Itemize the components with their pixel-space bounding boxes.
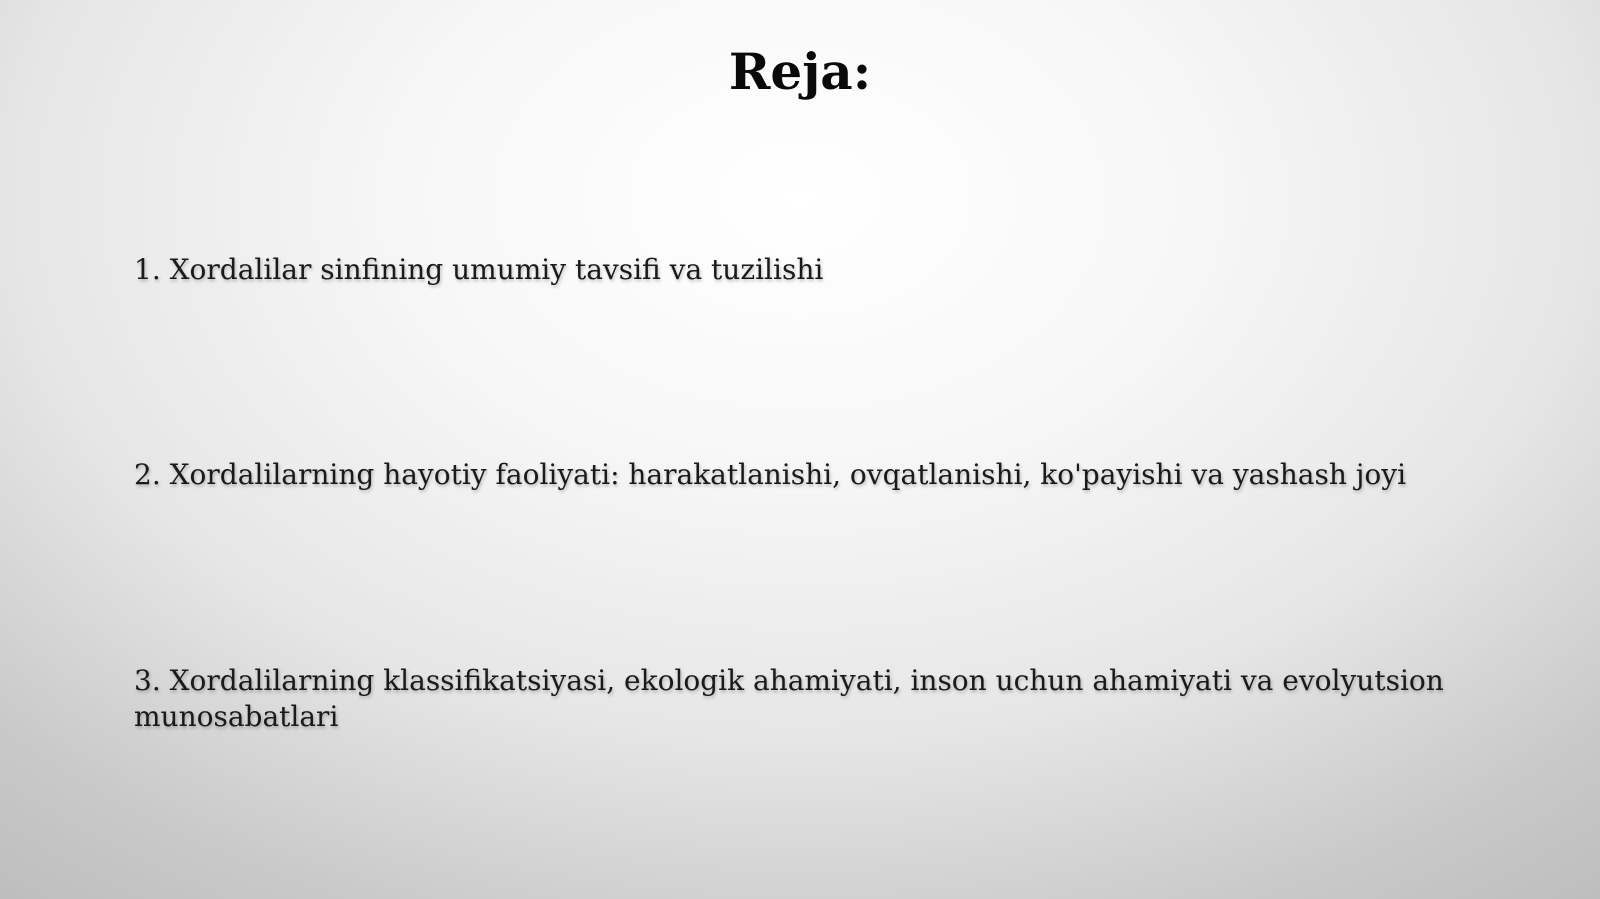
slide-title: Reja: <box>728 42 872 101</box>
plan-item-2: 2. Xordalilarning hayotiy faoliyati: harakatlanishi, ovqatlanishi, ko'payishi va yashash joyi <box>134 458 1407 491</box>
plan-item-3: 3. Xordalilarning klassifikatsiyasi, ekologik ahamiyati, inson uchun ahamiyati va evolyutsion munosabatlari <box>134 664 1444 733</box>
plan-item-1: 1. Xordalilar sinfining umumiy tavsifi va tuzilishi <box>134 253 824 286</box>
